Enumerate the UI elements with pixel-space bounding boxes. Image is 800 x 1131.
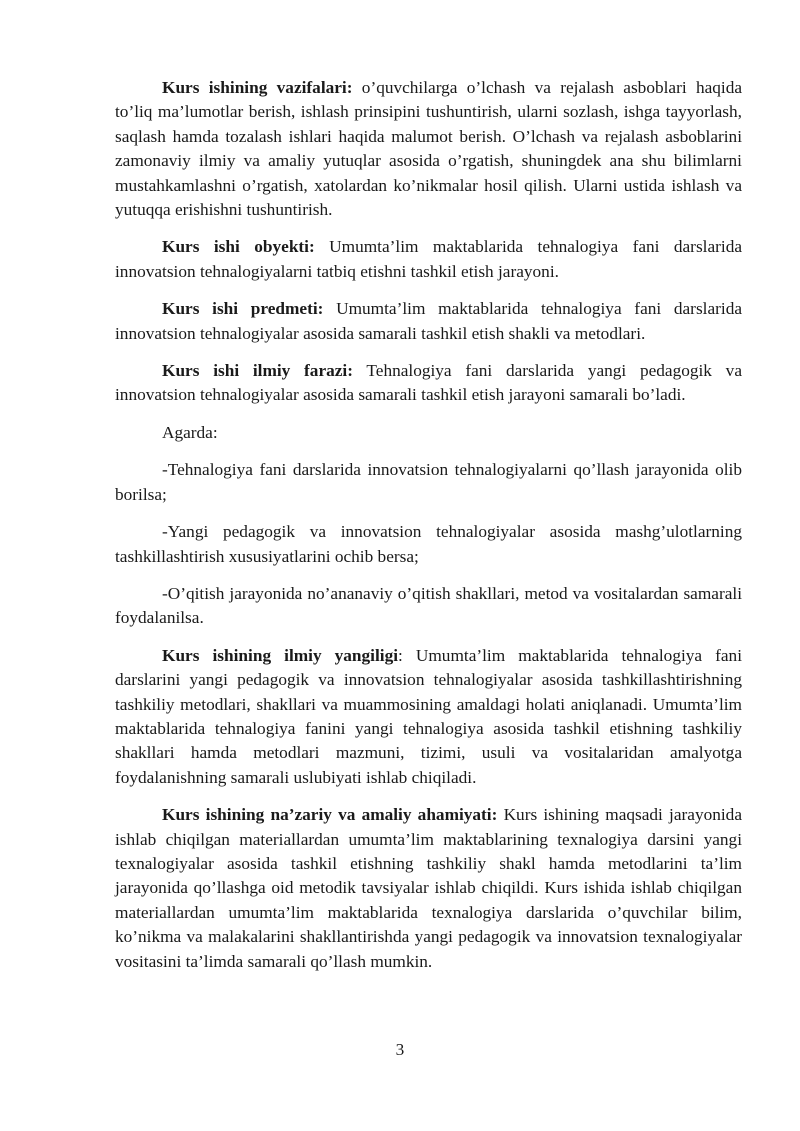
paragraph-yangiligi bbox=[115, 644, 742, 790]
paragraph-text: Umumta’lim maktablarida tehnalogiya fani darslarida innovatsion tehnalogiyalar asosida samarali tashkil etish shakli va metodlari. bbox=[115, 299, 743, 343]
paragraph-predmeti bbox=[115, 297, 742, 346]
paragraph-condition-2 bbox=[115, 520, 742, 569]
paragraph-label: Kurs ishining ilmiy yangiligi bbox=[162, 645, 399, 665]
paragraph-text: o’quvchilarga o’lchash va rejalash asboblari haqida to’liq ma’lumotlar berish, ishlash prinsipini tushuntirish, ularni sozlash, ishga tayyorlash, saqlash hamda tozalash ishlari haqida malumot berish. O’lchash va rejalash asboblarini zamonaviy ilmiy va amaliy yutuqlar asosida o’rgatish, shuningdek ana shu bilimlarni mustahkamlashni o’rgatish, xatolardan ko’nikmalar hosil qilish. Ularni ustida ishlash va yutuqqa erishishni tushuntirish. bbox=[115, 78, 743, 220]
paragraph-ahamiyati bbox=[115, 803, 742, 974]
paragraph-obyekti bbox=[115, 235, 742, 284]
paragraph-agarda bbox=[115, 421, 742, 445]
paragraph-text: : Umumta’lim maktablarida tehnalogiya fani darslarini yangi pedagogik va innovatsion tehnalogiyalar asosida tashkillashtirishning tashkiliy metodlari, shakllari va muammosining amaldagi holati aniqlanadi. Umumta’lim maktablarida tehnalogiya fanini yangi tehnalogiya asosida tashkil etishning tashkiliy shakllari hamda metodlari mazmuni, tizimi, usuli va vositalaridan amalyotga foydalanishning samarali uslubiyati ishlab chiqiladi. bbox=[115, 645, 742, 787]
paragraph-text: Umumta’lim maktablarida tehnalogiya fani darslarida innovatsion tehnalogiyalarni tatbiq etishni tashkil etish jarayoni. bbox=[115, 237, 743, 281]
paragraph-label: Kurs ishining na’zariy va amaliy ahamiyati: bbox=[162, 805, 498, 825]
paragraph-vazifalari bbox=[115, 76, 742, 222]
paragraph-farazi bbox=[115, 359, 742, 408]
paragraph-label: Kurs ishi obyekti: bbox=[162, 237, 315, 257]
page-number: 3 bbox=[395, 1040, 405, 1059]
paragraph-text: -Yangi pedagogik va innovatsion tehnalogiyalar asosida mashg’ulotlarning tashkillashtirish xususiyatlarini ochib bersa; bbox=[115, 522, 742, 566]
paragraph-condition-3 bbox=[115, 582, 742, 631]
paragraph-text: Kurs ishining maqsadi jarayonida ishlab chiqilgan materiallardan umumta’lim maktablarining texnalogiya darsini yangi texnalogiyalar asosida tashkil etishning tashkiliy shakl hamda metodlarini ta’lim jarayonida qo’llashga oid metodik tavsiyalar ishlab chiqildi. Kurs ishida ishlab chiqilgan materiallardan umumta’lim maktablarida texnalogiya darslarida o’quvchilar bilim, ko’nikma va malakalarini shakllantirishda yangi pedagogik va innovatsion texnalogiyalar vositasini ta’limda samarali qo’llash mumkin. bbox=[115, 805, 742, 971]
paragraph-condition-1 bbox=[115, 458, 742, 507]
paragraph-label: Kurs ishi ilmiy farazi: bbox=[162, 361, 353, 381]
paragraph-text: -O’qitish jarayonida no’ananaviy o’qitish shakllari, metod va vositalardan samarali foydalanilsa. bbox=[115, 583, 742, 628]
paragraph-label: Kurs ishi predmeti: bbox=[162, 299, 324, 319]
paragraph-text: Agarda: bbox=[162, 422, 218, 442]
paragraph-label: Kurs ishining vazifalari: bbox=[162, 78, 353, 97]
paragraph-text: -Tehnalogiya fani darslarida innovatsion tehnalogiyalarni qo’llash jarayonida olib borilsa; bbox=[115, 460, 742, 504]
paragraph-text: Tehnalogiya fani darslarida yangi pedagogik va innovatsion tehnalogiyalar asosida samarali tashkil etish jarayoni samarali bo’ladi. bbox=[115, 361, 742, 405]
